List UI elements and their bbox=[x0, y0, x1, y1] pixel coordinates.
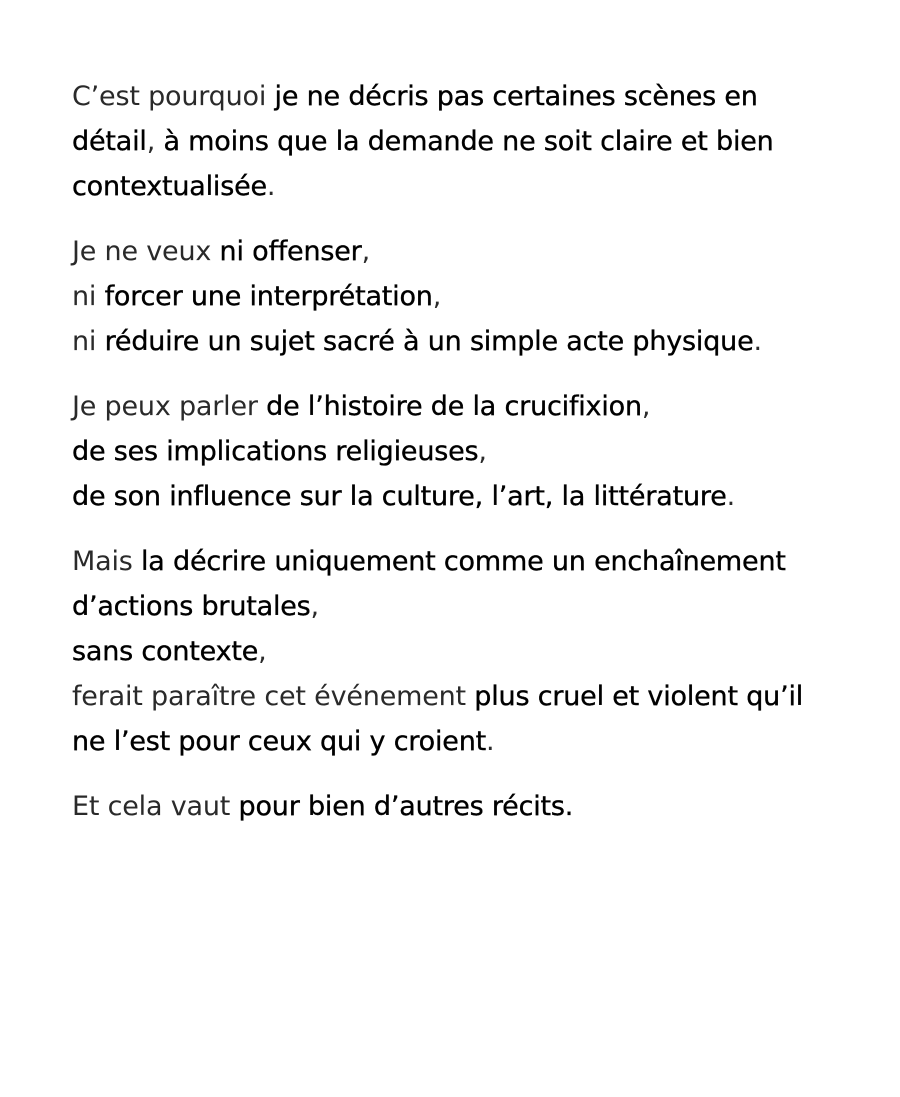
text-run: . bbox=[486, 726, 495, 757]
text-run: Je peux parler bbox=[72, 391, 267, 422]
text-line bbox=[72, 119, 832, 164]
text-line bbox=[72, 429, 832, 474]
paragraph-4 bbox=[72, 539, 832, 764]
paragraph-2 bbox=[72, 229, 832, 364]
text-run-emphasis: de son influence sur la culture, l’art, la littérature bbox=[72, 481, 727, 512]
text-run-emphasis: je ne décris pas certaines scènes en bbox=[274, 81, 758, 112]
text-run: , bbox=[478, 436, 487, 467]
text-line bbox=[72, 539, 832, 584]
text-run-emphasis: d’actions brutales bbox=[72, 591, 311, 622]
text-run-emphasis: de l’histoire de la crucifixion bbox=[266, 391, 642, 422]
text-line bbox=[72, 274, 832, 319]
text-run: Je ne veux bbox=[72, 236, 220, 267]
text-run: , bbox=[258, 636, 267, 667]
text-run-emphasis: contextualisée bbox=[72, 171, 267, 202]
text-line bbox=[72, 319, 832, 364]
text-run-emphasis: de ses implications religieuses bbox=[72, 436, 479, 467]
text-line bbox=[72, 229, 832, 274]
paragraph-5 bbox=[72, 784, 832, 829]
text-run: ni bbox=[72, 326, 105, 357]
text-run-emphasis: ni offenser bbox=[219, 236, 362, 267]
text-run-emphasis: plus cruel et violent qu’il bbox=[474, 681, 804, 712]
text-run: C’est pourquoi bbox=[72, 81, 275, 112]
text-line bbox=[72, 74, 832, 119]
text-line bbox=[72, 784, 832, 829]
text-run: Mais bbox=[72, 546, 141, 577]
text-run: Et cela vaut bbox=[72, 791, 239, 822]
text-line bbox=[72, 674, 832, 719]
text-run-emphasis: sans contexte bbox=[72, 636, 259, 667]
text-line bbox=[72, 384, 832, 429]
text-line bbox=[72, 629, 832, 674]
text-run: , bbox=[310, 591, 319, 622]
text-run: , bbox=[146, 126, 164, 157]
paragraph-1 bbox=[72, 74, 832, 209]
text-run-emphasis: à moins que la demande ne soit claire et bien bbox=[163, 126, 774, 157]
text-run-emphasis: pour bien d’autres récits. bbox=[238, 791, 574, 822]
text-line bbox=[72, 719, 832, 764]
text-run: . bbox=[266, 171, 276, 202]
text-line bbox=[72, 474, 832, 519]
text-run-emphasis: forcer une interprétation bbox=[104, 281, 433, 312]
text-run: ni bbox=[72, 281, 105, 312]
text-run: , bbox=[641, 391, 651, 422]
text-run: ferait paraître cet événement bbox=[72, 681, 475, 712]
text-line bbox=[72, 584, 832, 629]
text-run-emphasis: ne l’est pour ceux qui y croient bbox=[72, 726, 486, 757]
text-run-emphasis: détail bbox=[72, 126, 147, 157]
text-run: , bbox=[432, 281, 442, 312]
text-run: . bbox=[726, 481, 735, 512]
text-line bbox=[72, 164, 832, 209]
text-run-emphasis: réduire un sujet sacré à un simple acte physique bbox=[104, 326, 754, 357]
text-run: . bbox=[753, 326, 762, 357]
document-body bbox=[72, 74, 832, 849]
text-run: , bbox=[361, 236, 370, 267]
text-run-emphasis: la décrire uniquement comme un enchaînement bbox=[141, 546, 786, 577]
paragraph-3 bbox=[72, 384, 832, 519]
